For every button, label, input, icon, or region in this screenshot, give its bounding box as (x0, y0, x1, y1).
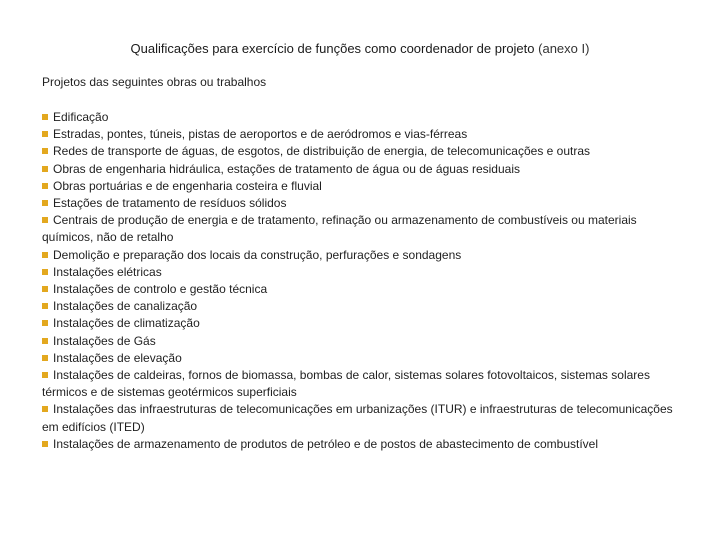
title-text: Qualificações para exercício de funções como coordenador de projeto (130, 41, 535, 56)
square-bullet-icon (42, 183, 48, 189)
square-bullet-icon (42, 286, 48, 292)
list-item-label: Redes de transporte de águas, de esgotos, de distribuição de energia, de telecomunicações e outras (53, 144, 591, 159)
list-item-label: Instalações das infraestruturas de telecomunicações em urbanizações (ITUR) e infraestruturas de telecomunicações em edifícios (ITED) (42, 402, 673, 434)
list-item (42, 367, 682, 401)
square-bullet-icon (42, 200, 48, 206)
list-item (42, 401, 682, 435)
list-item-label: Instalações de caldeiras, fornos de biomassa, bombas de calor, sistemas solares fotovoltaicos, sistemas solares térmicos e de sistemas geotérmicos superficiais (42, 368, 650, 400)
list-item-label: Obras de engenharia hidráulica, estações de tratamento de água ou de águas residuais (53, 161, 520, 176)
square-bullet-icon (42, 406, 48, 412)
list-item-label: Instalações elétricas (53, 264, 162, 279)
list-item (42, 264, 682, 281)
list-item-label: Estradas, pontes, túneis, pistas de aeroportos e de aeródromos e vias-férreas (53, 127, 468, 142)
square-bullet-icon (42, 114, 48, 120)
list-item-label: Instalações de elevação (53, 350, 182, 365)
list-item (42, 143, 682, 160)
page-title (0, 40, 720, 58)
list-item (42, 109, 682, 126)
qualification-list (42, 109, 682, 453)
list-item-label: Obras portuárias e de engenharia costeira e fluvial (53, 178, 322, 193)
title-note: (anexo I) (538, 41, 590, 56)
square-bullet-icon (42, 320, 48, 326)
list-item (42, 281, 682, 298)
square-bullet-icon (42, 252, 48, 258)
list-item (42, 436, 682, 453)
list-item-label: Estações de tratamento de resíduos sólidos (53, 196, 287, 211)
square-bullet-icon (42, 372, 48, 378)
square-bullet-icon (42, 355, 48, 361)
list-item-label: Centrais de produção de energia e de tratamento, refinação ou armazenamento de combustíveis ou materiais químicos, não de retalho (42, 213, 637, 245)
list-item (42, 178, 682, 195)
list-item (42, 350, 682, 367)
list-item (42, 212, 682, 246)
square-bullet-icon (42, 166, 48, 172)
square-bullet-icon (42, 217, 48, 223)
section-subtitle: Projetos das seguintes obras ou trabalhos (42, 75, 267, 89)
list-item-label: Instalações de controlo e gestão técnica (53, 282, 268, 297)
list-item-label: Edificação (53, 110, 109, 124)
list-item (42, 298, 682, 315)
list-item-label: Instalações de canalização (53, 299, 198, 314)
list-item (42, 195, 682, 212)
square-bullet-icon (42, 441, 48, 447)
list-item-label: Instalações de climatização (53, 316, 200, 331)
list-item (42, 315, 682, 332)
square-bullet-icon (42, 338, 48, 344)
list-item-label: Instalações de Gás (53, 333, 156, 348)
square-bullet-icon (42, 303, 48, 309)
list-item (42, 333, 682, 350)
square-bullet-icon (42, 148, 48, 154)
list-item-label: Instalações de armazenamento de produtos de petróleo e de postos de abastecimento de combustível (53, 436, 599, 451)
square-bullet-icon (42, 269, 48, 275)
square-bullet-icon (42, 131, 48, 137)
list-item (42, 161, 682, 178)
list-item (42, 126, 682, 143)
list-item-label: Demolição e preparação dos locais da construção, perfurações e sondagens (53, 247, 462, 262)
list-item (42, 247, 682, 264)
